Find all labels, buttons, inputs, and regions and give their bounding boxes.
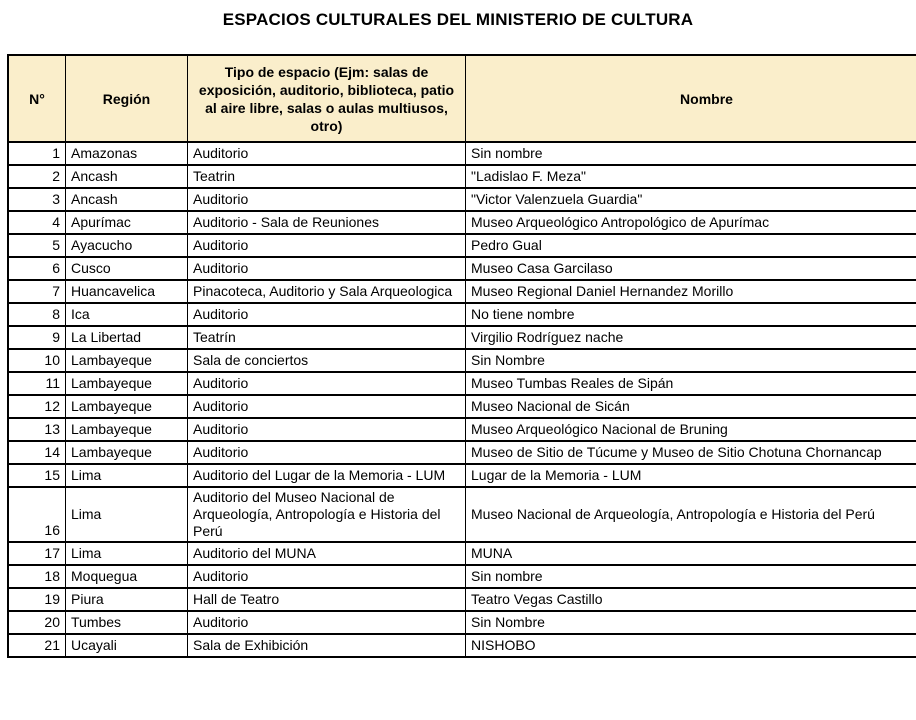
cell-r2-c1: Ancash <box>66 165 188 188</box>
cell-r6-c3: Museo Casa Garcilaso <box>466 257 916 280</box>
cell-r12-c3: Museo Nacional de Sicán <box>466 395 916 418</box>
column-header-3: Nombre <box>466 55 916 142</box>
table-row <box>8 234 916 257</box>
cell-r15-c0: 15 <box>8 464 66 487</box>
table-row <box>8 542 916 565</box>
cell-r8-c0: 8 <box>8 303 66 326</box>
cell-r16-c2: Auditorio del Museo Nacional de Arqueología, Antropología e Historia del Perú <box>188 487 466 542</box>
cell-r4-c2: Auditorio - Sala de Reuniones <box>188 211 466 234</box>
table-row <box>8 211 916 234</box>
cell-r15-c1: Lima <box>66 464 188 487</box>
cell-r10-c0: 10 <box>8 349 66 372</box>
column-header-2: Tipo de espacio (Ejm: salas de exposición, auditorio, biblioteca, patio al aire libre, salas o aulas multiusos, otro) <box>188 55 466 142</box>
cell-r9-c0: 9 <box>8 326 66 349</box>
cell-r8-c3: No tiene nombre <box>466 303 916 326</box>
cell-r5-c0: 5 <box>8 234 66 257</box>
table-row <box>8 464 916 487</box>
cell-r12-c0: 12 <box>8 395 66 418</box>
cell-r2-c2: Teatrin <box>188 165 466 188</box>
cell-r11-c1: Lambayeque <box>66 372 188 395</box>
cell-r13-c1: Lambayeque <box>66 418 188 441</box>
table-row <box>8 565 916 588</box>
cell-r17-c3: MUNA <box>466 542 916 565</box>
cell-r14-c2: Auditorio <box>188 441 466 464</box>
cell-r16-c1: Lima <box>66 487 188 542</box>
table-row <box>8 280 916 303</box>
cell-r17-c1: Lima <box>66 542 188 565</box>
table-row <box>8 349 916 372</box>
cell-r18-c1: Moquegua <box>66 565 188 588</box>
cell-r4-c1: Apurímac <box>66 211 188 234</box>
table-row <box>8 303 916 326</box>
cell-r20-c3: Sin Nombre <box>466 611 916 634</box>
cell-r12-c2: Auditorio <box>188 395 466 418</box>
table-row <box>8 326 916 349</box>
cell-r9-c1: La Libertad <box>66 326 188 349</box>
cell-r5-c3: Pedro Gual <box>466 234 916 257</box>
cell-r16-c0: 16 <box>8 487 66 542</box>
cell-r12-c1: Lambayeque <box>66 395 188 418</box>
cell-r15-c3: Lugar de la Memoria - LUM <box>466 464 916 487</box>
cell-r18-c3: Sin nombre <box>466 565 916 588</box>
cell-r10-c3: Sin Nombre <box>466 349 916 372</box>
cell-r5-c2: Auditorio <box>188 234 466 257</box>
cell-r11-c0: 11 <box>8 372 66 395</box>
cell-r9-c2: Teatrín <box>188 326 466 349</box>
cell-r3-c2: Auditorio <box>188 188 466 211</box>
table-row <box>8 634 916 657</box>
cell-r18-c2: Auditorio <box>188 565 466 588</box>
document-page <box>0 10 916 658</box>
cell-r7-c0: 7 <box>8 280 66 303</box>
page-title: ESPACIOS CULTURALES DEL MINISTERIO DE CULTURA <box>222 10 694 29</box>
table-row <box>8 165 916 188</box>
cell-r7-c3: Museo Regional Daniel Hernandez Morillo <box>466 280 916 303</box>
cell-r6-c1: Cusco <box>66 257 188 280</box>
cell-r3-c3: "Victor Valenzuela Guardia" <box>466 188 916 211</box>
cell-r2-c3: "Ladislao F. Meza" <box>466 165 916 188</box>
cell-r17-c2: Auditorio del MUNA <box>188 542 466 565</box>
cell-r13-c0: 13 <box>8 418 66 441</box>
column-header-0: N° <box>8 55 66 142</box>
cell-r4-c0: 4 <box>8 211 66 234</box>
table-header <box>8 55 916 142</box>
cell-r15-c2: Auditorio del Lugar de la Memoria - LUM <box>188 464 466 487</box>
cell-r7-c2: Pinacoteca, Auditorio y Sala Arqueologica <box>188 280 466 303</box>
cell-r20-c0: 20 <box>8 611 66 634</box>
table-row <box>8 418 916 441</box>
cell-r19-c0: 19 <box>8 588 66 611</box>
cell-r13-c2: Auditorio <box>188 418 466 441</box>
cell-r18-c0: 18 <box>8 565 66 588</box>
cell-r21-c2: Sala de Exhibición <box>188 634 466 657</box>
cell-r21-c1: Ucayali <box>66 634 188 657</box>
table-row <box>8 257 916 280</box>
cell-r19-c1: Piura <box>66 588 188 611</box>
cell-r16-c3: Museo Nacional de Arqueología, Antropología e Historia del Perú <box>466 487 916 542</box>
cell-r6-c2: Auditorio <box>188 257 466 280</box>
cell-r19-c3: Teatro Vegas Castillo <box>466 588 916 611</box>
table-row <box>8 372 916 395</box>
cell-r11-c3: Museo Tumbas Reales de Sipán <box>466 372 916 395</box>
cell-r14-c0: 14 <box>8 441 66 464</box>
cell-r10-c2: Sala de conciertos <box>188 349 466 372</box>
table-body <box>8 142 916 657</box>
cell-r3-c0: 3 <box>8 188 66 211</box>
table-row <box>8 487 916 542</box>
cell-r9-c3: Virgilio Rodríguez nache <box>466 326 916 349</box>
cell-r20-c2: Auditorio <box>188 611 466 634</box>
column-header-1: Región <box>66 55 188 142</box>
cell-r8-c2: Auditorio <box>188 303 466 326</box>
cell-r11-c2: Auditorio <box>188 372 466 395</box>
espacios-culturales-table <box>7 54 916 658</box>
cell-r1-c2: Auditorio <box>188 142 466 165</box>
cell-r5-c1: Ayacucho <box>66 234 188 257</box>
cell-r1-c0: 1 <box>8 142 66 165</box>
cell-r1-c1: Amazonas <box>66 142 188 165</box>
cell-r2-c0: 2 <box>8 165 66 188</box>
cell-r19-c2: Hall de Teatro <box>188 588 466 611</box>
table-row <box>8 611 916 634</box>
cell-r20-c1: Tumbes <box>66 611 188 634</box>
cell-r21-c3: NISHOBO <box>466 634 916 657</box>
cell-r6-c0: 6 <box>8 257 66 280</box>
cell-r13-c3: Museo Arqueológico Nacional de Bruning <box>466 418 916 441</box>
cell-r3-c1: Ancash <box>66 188 188 211</box>
table-row <box>8 395 916 418</box>
cell-r7-c1: Huancavelica <box>66 280 188 303</box>
cell-r4-c3: Museo Arqueológico Antropológico de Apurímac <box>466 211 916 234</box>
table-header-row <box>8 55 916 142</box>
table-row <box>8 188 916 211</box>
cell-r21-c0: 21 <box>8 634 66 657</box>
cell-r1-c3: Sin nombre <box>466 142 916 165</box>
cell-r8-c1: Ica <box>66 303 188 326</box>
table-row <box>8 142 916 165</box>
cell-r14-c3: Museo de Sitio de Túcume y Museo de Sitio Chotuna Chornancap <box>466 441 916 464</box>
cell-r10-c1: Lambayeque <box>66 349 188 372</box>
cell-r14-c1: Lambayeque <box>66 441 188 464</box>
cell-r17-c0: 17 <box>8 542 66 565</box>
table-row <box>8 441 916 464</box>
table-row <box>8 588 916 611</box>
